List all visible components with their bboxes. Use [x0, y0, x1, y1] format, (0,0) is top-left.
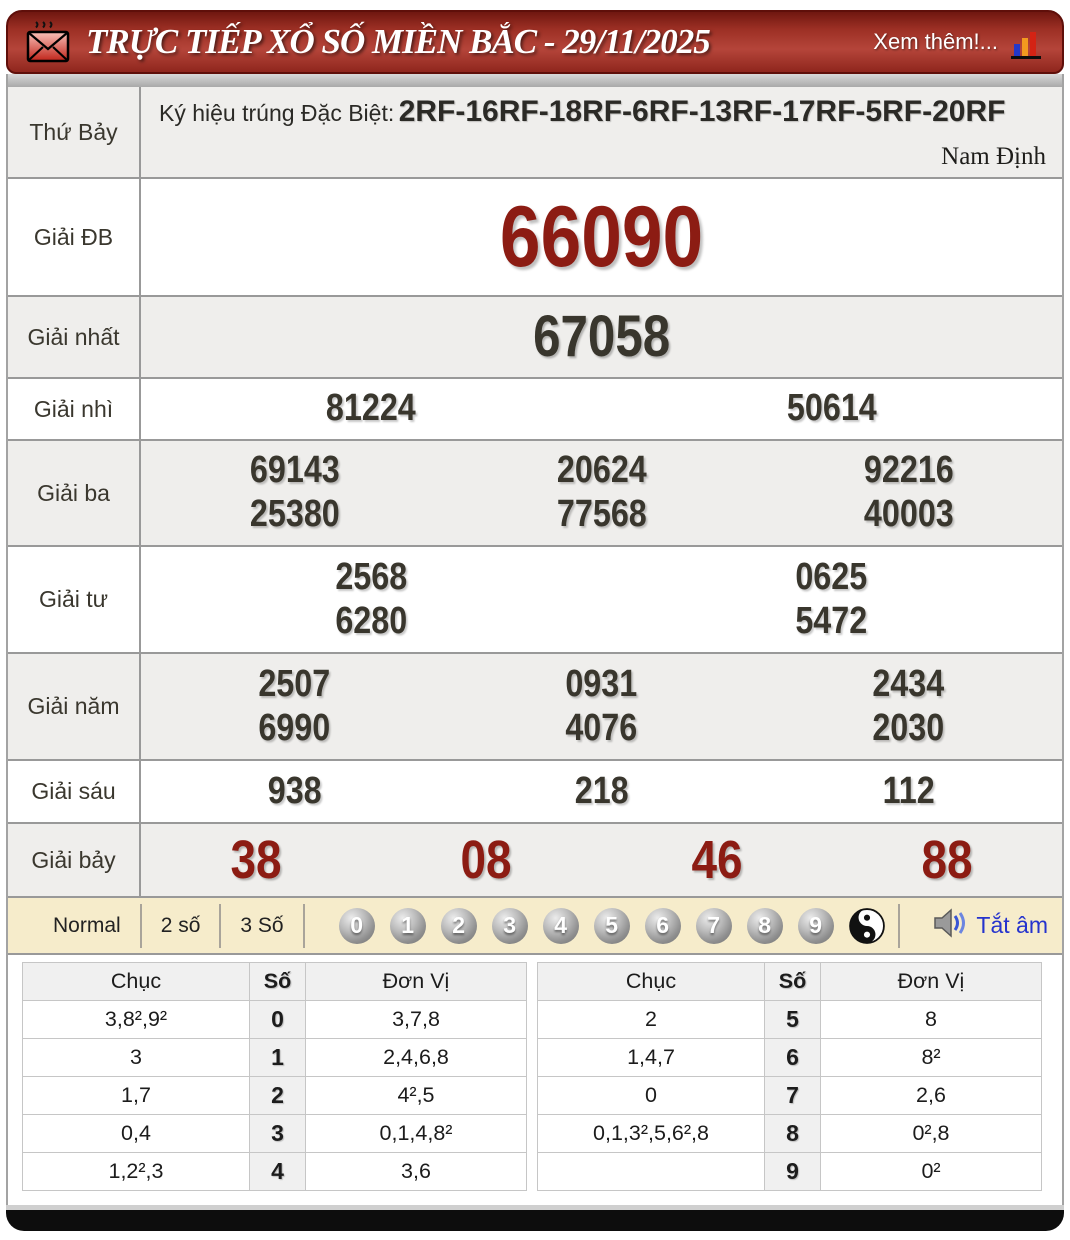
- symbol-prefix: Ký hiệu trúng Đặc Biệt:: [159, 100, 395, 126]
- yin-yang-ball[interactable]: [849, 908, 885, 944]
- symbol-row: [8, 87, 1062, 179]
- header-bar: [6, 10, 1064, 74]
- number-ball-9[interactable]: 9: [798, 908, 834, 944]
- prize-number: 46: [691, 829, 743, 890]
- separator: [303, 904, 305, 948]
- prize-number: 67058: [532, 303, 671, 369]
- summary-section: [8, 955, 1062, 1197]
- summary-cell: 3,6: [306, 1153, 527, 1191]
- symbol-content: [141, 87, 1062, 177]
- prize-row-special: [8, 179, 1062, 297]
- summary-digit: 4: [250, 1153, 306, 1191]
- summary-cell: 0²: [821, 1153, 1042, 1191]
- summary-cell: 3: [23, 1039, 250, 1077]
- prize-number: 938: [267, 769, 322, 812]
- prize-label: Giải sáu: [8, 761, 141, 822]
- prize-number: 50614: [786, 387, 877, 430]
- mode-tab-2so[interactable]: 2 số: [160, 913, 201, 937]
- table-row: [538, 1039, 1042, 1077]
- summary-cell: 1,7: [23, 1077, 250, 1115]
- prize-label: Giải tư: [8, 547, 141, 652]
- prize-number: 6280: [335, 599, 408, 642]
- summary-table-right: [537, 962, 1042, 1191]
- prize-number: 40003: [863, 493, 954, 535]
- separator: [898, 904, 900, 948]
- number-ball-2[interactable]: 2: [441, 908, 477, 944]
- summary-cell: [538, 1153, 765, 1191]
- results-table: [8, 87, 1062, 898]
- column-header: Đơn Vị: [306, 963, 527, 1001]
- prize-number: 4076: [565, 706, 638, 749]
- content-frame: [6, 74, 1064, 1205]
- number-ball-7[interactable]: 7: [696, 908, 732, 944]
- frame-bottom-padding: [8, 1197, 1062, 1205]
- summary-cell: 3,8²,9²: [23, 1001, 250, 1039]
- mute-label: Tắt âm: [976, 912, 1048, 938]
- summary-digit: 0: [250, 1001, 306, 1039]
- prize-label: Giải nhì: [8, 379, 141, 439]
- bottom-shadow-bar: [6, 1205, 1064, 1231]
- summary-digit: 6: [765, 1039, 821, 1077]
- province-name: Nam Định: [941, 143, 1046, 170]
- summary-cell: 0,4: [23, 1115, 250, 1153]
- summary-table-left: [22, 962, 527, 1191]
- summary-digit: 8: [765, 1115, 821, 1153]
- prize-row-first: [8, 297, 1062, 379]
- prize-label: Giải ĐB: [8, 179, 141, 295]
- day-label: Thứ Bảy: [8, 87, 141, 177]
- summary-digit: 2: [250, 1077, 306, 1115]
- prize-number: 218: [574, 769, 629, 812]
- table-row: [538, 1001, 1042, 1039]
- table-row: [538, 1115, 1042, 1153]
- table-row: [23, 1115, 527, 1153]
- prize-number: 112: [882, 769, 935, 812]
- envelope-icon: [24, 19, 72, 65]
- prize-number: 81224: [326, 387, 417, 430]
- summary-digit: 7: [765, 1077, 821, 1115]
- column-header: Số: [250, 963, 306, 1001]
- column-header: Số: [765, 963, 821, 1001]
- prize-number: 0625: [795, 555, 868, 598]
- table-row: [538, 1077, 1042, 1115]
- table-row: [23, 1039, 527, 1077]
- summary-cell: 8: [821, 1001, 1042, 1039]
- mute-button[interactable]: [898, 904, 1048, 948]
- speaker-icon: [932, 908, 966, 943]
- table-row: [23, 1153, 527, 1191]
- prize-row-third: [8, 441, 1062, 547]
- prize-number: 2507: [258, 662, 331, 705]
- mode-tab-normal[interactable]: Normal: [53, 913, 121, 937]
- prize-number: 2568: [335, 555, 408, 598]
- prize-number: 77568: [556, 493, 647, 535]
- number-ball-6[interactable]: 6: [645, 908, 681, 944]
- number-ball-4[interactable]: 4: [543, 908, 579, 944]
- prize-number: 92216: [863, 449, 954, 492]
- bar-chart-icon[interactable]: [1008, 29, 1044, 61]
- number-balls: [339, 908, 885, 944]
- column-header: Đơn Vị: [821, 963, 1042, 1001]
- prize-number: 2030: [872, 706, 945, 749]
- prize-number: 25380: [249, 493, 340, 535]
- table-row: [23, 1001, 527, 1039]
- summary-cell: 2: [538, 1001, 765, 1039]
- summary-cell: 2,4,6,8: [306, 1039, 527, 1077]
- more-link[interactable]: Xem thêm!...: [873, 29, 998, 54]
- summary-cell: 8²: [821, 1039, 1042, 1077]
- prize-number: 66090: [499, 188, 704, 285]
- summary-cell: 1,4,7: [538, 1039, 765, 1077]
- table-row: [538, 1153, 1042, 1191]
- prize-number: 0931: [565, 662, 638, 705]
- summary-cell: 0: [538, 1077, 765, 1115]
- prize-row-fifth: [8, 654, 1062, 761]
- summary-cell: 3,7,8: [306, 1001, 527, 1039]
- summary-cell: 0,1,3²,5,6²,8: [538, 1115, 765, 1153]
- mode-tab-3so[interactable]: 3 Số: [240, 913, 284, 937]
- summary-digit: 5: [765, 1001, 821, 1039]
- summary-digit: 3: [250, 1115, 306, 1153]
- number-ball-5[interactable]: 5: [594, 908, 630, 944]
- prize-label: Giải bảy: [8, 824, 141, 896]
- summary-cell: 0,1,4,8²: [306, 1115, 527, 1153]
- prize-number: 6990: [258, 706, 331, 749]
- column-header: Chục: [538, 963, 765, 1001]
- number-ball-0[interactable]: 0: [339, 908, 375, 944]
- prize-number: 88: [921, 829, 973, 890]
- prize-number: 08: [460, 829, 512, 890]
- prize-label: Giải nhất: [8, 297, 141, 377]
- prize-number: 20624: [556, 449, 647, 492]
- number-ball-1[interactable]: 1: [390, 908, 426, 944]
- number-ball-8[interactable]: 8: [747, 908, 783, 944]
- prize-number: 2434: [872, 662, 945, 705]
- number-ball-3[interactable]: 3: [492, 908, 528, 944]
- page: [0, 10, 1070, 1231]
- prize-label: Giải năm: [8, 654, 141, 759]
- table-row: [23, 1077, 527, 1115]
- prize-number: 38: [230, 829, 282, 890]
- prize-row-sixth: [8, 761, 1062, 824]
- column-header: Chục: [23, 963, 250, 1001]
- summary-cell: 4²,5: [306, 1077, 527, 1115]
- controls-bar: [8, 898, 1062, 955]
- frame-top-strip: [8, 74, 1062, 87]
- prize-row-fourth: [8, 547, 1062, 654]
- prize-label: Giải ba: [8, 441, 141, 545]
- summary-cell: 0²,8: [821, 1115, 1042, 1153]
- prize-number: 69143: [249, 449, 340, 492]
- summary-digit: 1: [250, 1039, 306, 1077]
- symbol-codes: 2RF-16RF-18RF-6RF-13RF-17RF-5RF-20RF: [398, 95, 1006, 128]
- prize-row-seventh: [8, 824, 1062, 898]
- page-title: TRỰC TIẾP XỔ SỐ MIỀN BẮC - 29/11/2025: [86, 22, 710, 61]
- prize-number: 5472: [795, 599, 868, 642]
- summary-digit: 9: [765, 1153, 821, 1191]
- prize-row-second: [8, 379, 1062, 441]
- summary-cell: 1,2²,3: [23, 1153, 250, 1191]
- summary-cell: 2,6: [821, 1077, 1042, 1115]
